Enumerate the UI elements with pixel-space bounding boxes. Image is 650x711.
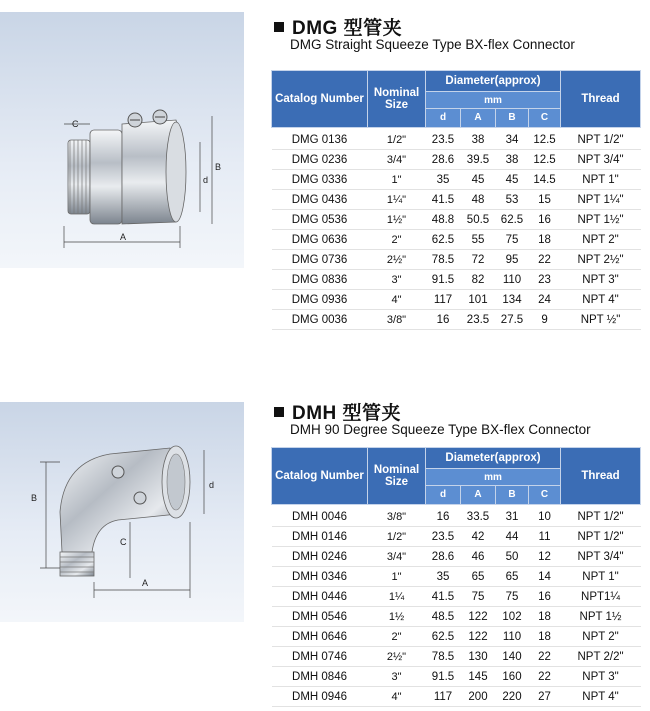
- cell-b: 45: [496, 170, 529, 190]
- cell-catalog: DMH 0546: [272, 607, 368, 627]
- cell-a: 33.5: [461, 505, 496, 527]
- cell-thread: NPT 1/2": [561, 128, 641, 150]
- cell-d: 41.5: [426, 190, 461, 210]
- cell-d: 62.5: [426, 627, 461, 647]
- col-header-thread: Thread: [561, 448, 641, 505]
- cell-d: 91.5: [426, 270, 461, 290]
- table-row: [272, 607, 641, 627]
- col-header-d: d: [426, 108, 461, 127]
- cell-catalog: DMH 0946: [272, 687, 368, 707]
- table-row: [272, 210, 641, 230]
- cell-c: 18: [529, 230, 561, 250]
- cell-thread: NPT1¼: [561, 587, 641, 607]
- col-header-a: A: [461, 108, 496, 127]
- dmh-title: [274, 398, 401, 425]
- cell-thread: NPT 3": [561, 270, 641, 290]
- cell-nominal: 1¼": [368, 190, 426, 210]
- cell-catalog: DMG 0836: [272, 270, 368, 290]
- cell-a: 65: [461, 567, 496, 587]
- col-header-catalog: Catalog Number: [272, 71, 368, 128]
- cell-d: 78.5: [426, 647, 461, 667]
- dmh-dim-c: C: [120, 537, 127, 547]
- cell-nominal: 3": [368, 667, 426, 687]
- dmg-connector-drawing: [0, 12, 244, 268]
- cell-nominal: 1/2": [368, 527, 426, 547]
- cell-d: 23.5: [426, 527, 461, 547]
- cell-thread: NPT 2½": [561, 250, 641, 270]
- cell-b: 134: [496, 290, 529, 310]
- cell-nominal: 2": [368, 230, 426, 250]
- cell-c: 11: [529, 527, 561, 547]
- cell-a: 122: [461, 607, 496, 627]
- cell-thread: NPT 2": [561, 230, 641, 250]
- cell-b: 65: [496, 567, 529, 587]
- cell-catalog: DMH 0346: [272, 567, 368, 587]
- cell-a: 39.5: [461, 150, 496, 170]
- cell-b: 62.5: [496, 210, 529, 230]
- cell-d: 28.6: [426, 150, 461, 170]
- table-row: [272, 310, 641, 330]
- dmh-product-photo: [0, 402, 244, 622]
- dmg-dim-a: A: [120, 232, 127, 242]
- cell-nominal: 3": [368, 270, 426, 290]
- col-header-unit: mm: [426, 92, 561, 109]
- cell-b: 38: [496, 150, 529, 170]
- cell-b: 110: [496, 270, 529, 290]
- cell-a: 50.5: [461, 210, 496, 230]
- cell-b: 220: [496, 687, 529, 707]
- cell-a: 101: [461, 290, 496, 310]
- cell-catalog: DMG 0736: [272, 250, 368, 270]
- table-row: [272, 505, 641, 527]
- cell-d: 91.5: [426, 667, 461, 687]
- cell-catalog: DMG 0136: [272, 128, 368, 150]
- dmg-product-photo: [0, 12, 244, 268]
- dmh-dim-b: B: [31, 493, 38, 503]
- cell-d: 41.5: [426, 587, 461, 607]
- cell-catalog: DMG 0636: [272, 230, 368, 250]
- cell-d: 117: [426, 687, 461, 707]
- cell-a: 200: [461, 687, 496, 707]
- dmh-spec-table: [271, 447, 641, 707]
- cell-b: 140: [496, 647, 529, 667]
- cell-catalog: DMH 0446: [272, 587, 368, 607]
- table-row: [272, 150, 641, 170]
- cell-a: 130: [461, 647, 496, 667]
- cell-b: 50: [496, 547, 529, 567]
- cell-c: 22: [529, 647, 561, 667]
- cell-catalog: DMH 0746: [272, 647, 368, 667]
- dmg-dim-c: C: [72, 119, 79, 129]
- cell-catalog: DMG 0536: [272, 210, 368, 230]
- cell-c: 12: [529, 547, 561, 567]
- col-header-d: d: [426, 485, 461, 504]
- table-row: [272, 190, 641, 210]
- cell-d: 78.5: [426, 250, 461, 270]
- cell-a: 48: [461, 190, 496, 210]
- cell-c: 22: [529, 250, 561, 270]
- table-row: [272, 290, 641, 310]
- table-row: [272, 230, 641, 250]
- cell-nominal: 1¼: [368, 587, 426, 607]
- cell-a: 46: [461, 547, 496, 567]
- table-row: [272, 250, 641, 270]
- dmg-subtitle: DMG Straight Squeeze Type BX-flex Connector: [290, 37, 575, 52]
- table-row: [272, 567, 641, 587]
- table-row: [272, 687, 641, 707]
- cell-thread: NPT 1": [561, 567, 641, 587]
- table-row: [272, 647, 641, 667]
- cell-b: 160: [496, 667, 529, 687]
- cell-b: 110: [496, 627, 529, 647]
- cell-thread: NPT 2": [561, 627, 641, 647]
- cell-catalog: DMH 0246: [272, 547, 368, 567]
- cell-thread: NPT 3/4": [561, 547, 641, 567]
- table-row: [272, 170, 641, 190]
- cell-catalog: DMG 0236: [272, 150, 368, 170]
- dmh-dim-d: d: [209, 480, 215, 490]
- col-header-unit: mm: [426, 469, 561, 486]
- cell-a: 145: [461, 667, 496, 687]
- cell-c: 16: [529, 210, 561, 230]
- col-header-nominal: Nominal Size: [368, 71, 426, 128]
- cell-d: 35: [426, 567, 461, 587]
- cell-a: 82: [461, 270, 496, 290]
- col-header-diameter: Diameter(approx): [426, 71, 561, 92]
- cell-d: 62.5: [426, 230, 461, 250]
- dmh-connector-drawing: [0, 402, 244, 622]
- cell-b: 75: [496, 230, 529, 250]
- cell-nominal: 4": [368, 290, 426, 310]
- table-row: [272, 270, 641, 290]
- cell-thread: NPT ½": [561, 310, 641, 330]
- cell-thread: NPT 2/2": [561, 647, 641, 667]
- col-header-nominal: Nominal Size: [368, 448, 426, 505]
- cell-thread: NPT 1½": [561, 210, 641, 230]
- col-header-thread: Thread: [561, 71, 641, 128]
- cell-nominal: 1": [368, 170, 426, 190]
- dmh-dim-a: A: [142, 578, 149, 588]
- cell-thread: NPT 4": [561, 687, 641, 707]
- col-header-c: C: [529, 485, 561, 504]
- col-header-diameter: Diameter(approx): [426, 448, 561, 469]
- cell-d: 23.5: [426, 128, 461, 150]
- cell-nominal: 3/8": [368, 505, 426, 527]
- cell-c: 22: [529, 667, 561, 687]
- cell-catalog: DMH 0046: [272, 505, 368, 527]
- cell-nominal: 1½": [368, 210, 426, 230]
- square-bullet-icon: [274, 407, 284, 417]
- cell-c: 23: [529, 270, 561, 290]
- cell-b: 75: [496, 587, 529, 607]
- cell-c: 10: [529, 505, 561, 527]
- cell-c: 24: [529, 290, 561, 310]
- cell-thread: NPT 1/2": [561, 527, 641, 547]
- cell-a: 42: [461, 527, 496, 547]
- cell-d: 28.6: [426, 547, 461, 567]
- dmg-title-text: DMG 型管夹: [292, 18, 403, 39]
- dmh-subtitle: DMH 90 Degree Squeeze Type BX-flex Connector: [290, 422, 591, 437]
- cell-a: 75: [461, 587, 496, 607]
- cell-nominal: 1½: [368, 607, 426, 627]
- cell-nominal: 1": [368, 567, 426, 587]
- cell-catalog: DMH 0146: [272, 527, 368, 547]
- cell-a: 72: [461, 250, 496, 270]
- cell-nominal: 3/8": [368, 310, 426, 330]
- col-header-b: B: [496, 485, 529, 504]
- cell-catalog: DMG 0436: [272, 190, 368, 210]
- cell-c: 18: [529, 627, 561, 647]
- cell-b: 44: [496, 527, 529, 547]
- cell-d: 48.5: [426, 607, 461, 627]
- cell-thread: NPT 1¼": [561, 190, 641, 210]
- cell-nominal: 4": [368, 687, 426, 707]
- table-row: [272, 627, 641, 647]
- cell-a: 55: [461, 230, 496, 250]
- cell-thread: NPT 1": [561, 170, 641, 190]
- table-row: [272, 547, 641, 567]
- cell-thread: NPT 4": [561, 290, 641, 310]
- cell-catalog: DMG 0936: [272, 290, 368, 310]
- cell-nominal: 2": [368, 627, 426, 647]
- cell-b: 31: [496, 505, 529, 527]
- cell-b: 53: [496, 190, 529, 210]
- cell-catalog: DMG 0336: [272, 170, 368, 190]
- cell-thread: NPT 1½: [561, 607, 641, 627]
- cell-b: 95: [496, 250, 529, 270]
- cell-nominal: 2½": [368, 647, 426, 667]
- cell-c: 18: [529, 607, 561, 627]
- cell-d: 48.8: [426, 210, 461, 230]
- cell-nominal: 3/4": [368, 150, 426, 170]
- cell-thread: NPT 3/4": [561, 150, 641, 170]
- cell-catalog: DMG 0036: [272, 310, 368, 330]
- col-header-b: B: [496, 108, 529, 127]
- cell-nominal: 1/2": [368, 128, 426, 150]
- cell-d: 117: [426, 290, 461, 310]
- dmg-spec-table: [271, 70, 641, 330]
- cell-c: 12.5: [529, 150, 561, 170]
- dmg-dim-d: d: [203, 175, 209, 185]
- dmh-title-text: DMH 型管夹: [292, 403, 402, 424]
- table-row: [272, 667, 641, 687]
- cell-d: 16: [426, 310, 461, 330]
- dmg-section: [0, 0, 650, 330]
- cell-b: 34: [496, 128, 529, 150]
- col-header-catalog: Catalog Number: [272, 448, 368, 505]
- cell-a: 122: [461, 627, 496, 647]
- col-header-c: C: [529, 108, 561, 127]
- cell-c: 14.5: [529, 170, 561, 190]
- dmg-dim-b: B: [215, 162, 222, 172]
- cell-d: 16: [426, 505, 461, 527]
- cell-c: 14: [529, 567, 561, 587]
- cell-c: 27: [529, 687, 561, 707]
- cell-nominal: 3/4": [368, 547, 426, 567]
- cell-catalog: DMH 0846: [272, 667, 368, 687]
- dmh-section: [0, 385, 650, 711]
- cell-b: 102: [496, 607, 529, 627]
- cell-b: 27.5: [496, 310, 529, 330]
- cell-catalog: DMH 0646: [272, 627, 368, 647]
- cell-c: 16: [529, 587, 561, 607]
- cell-thread: NPT 1/2": [561, 505, 641, 527]
- cell-c: 9: [529, 310, 561, 330]
- cell-d: 35: [426, 170, 461, 190]
- cell-c: 15: [529, 190, 561, 210]
- cell-a: 45: [461, 170, 496, 190]
- table-row: [272, 587, 641, 607]
- col-header-a: A: [461, 485, 496, 504]
- cell-a: 23.5: [461, 310, 496, 330]
- dmg-title: [274, 13, 402, 40]
- cell-c: 12.5: [529, 128, 561, 150]
- cell-nominal: 2½": [368, 250, 426, 270]
- table-row: [272, 128, 641, 150]
- cell-a: 38: [461, 128, 496, 150]
- cell-thread: NPT 3": [561, 667, 641, 687]
- table-row: [272, 527, 641, 547]
- square-bullet-icon: [274, 22, 284, 32]
